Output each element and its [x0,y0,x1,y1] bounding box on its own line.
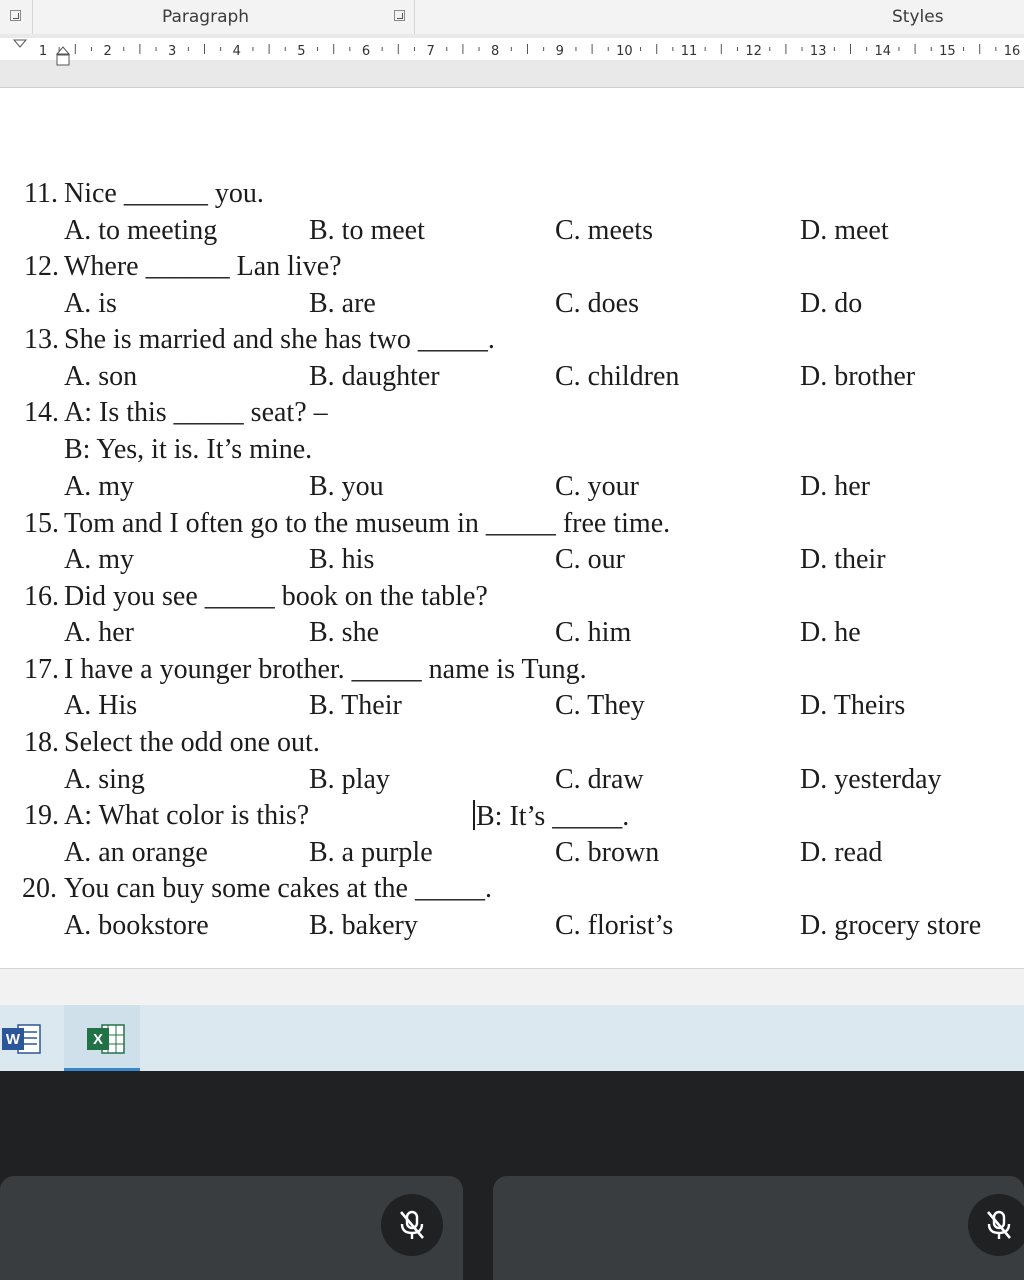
option-a: A. to meeting [64,215,218,246]
options-17 [0,690,1024,726]
question-text: She is married and she has two _____. [64,324,495,355]
question-number: 13. [24,324,59,355]
svg-text:X: X [92,1031,104,1048]
option-a: A. bookstore [64,910,209,941]
options-11 [0,215,1024,251]
question-text: I have a younger brother. _____ name is Tung. [64,654,587,685]
option-a: A. son [64,361,138,392]
question-text: Did you see _____ book on the table? [64,581,488,612]
option-d: D. brother [800,361,916,392]
taskbar [0,1005,1024,1071]
option-a: A. her [64,617,134,648]
ruler-number: 3 [168,44,177,59]
question-16 [0,581,1024,617]
option-c: C. brown [555,837,660,868]
left-indent-marker-icon[interactable] [57,55,69,65]
option-d: D. do [800,288,863,319]
reply-text: B: It’s _____. [476,801,630,832]
question-12 [0,251,1024,287]
question-text: Where ______ Lan live? [64,251,342,282]
ribbon-separator [32,0,33,34]
options-14 [0,471,1024,507]
question-number: 15. [24,508,59,539]
question-number: 11. [24,178,58,209]
option-c: C. They [555,690,645,721]
dialogue-reply: B: Yes, it is. It’s mine. [64,434,313,465]
ruler-number: 16 [1003,44,1021,59]
taskbar-excel-button[interactable] [64,1005,140,1071]
options-15 [0,544,1024,580]
option-c: C. him [555,617,632,648]
option-a: A. sing [64,764,145,795]
option-b: B. his [309,544,375,575]
option-c: C. children [555,361,680,392]
paragraph-group-label: Paragraph [162,7,250,27]
ruler-number: 11 [680,44,698,59]
ruler-number: 10 [616,44,633,59]
text-cursor [473,800,475,830]
option-c: C. does [555,288,639,319]
option-d: D. Theirs [800,690,906,721]
ruler-number: 12 [745,44,762,59]
option-c: C. our [555,544,625,575]
options-16 [0,617,1024,653]
option-b: B. to meet [309,215,425,246]
question-number: 18. [24,727,59,758]
ruler-number: 13 [809,44,827,59]
video-call-panel [0,1071,1024,1280]
ruler-number: 2 [103,44,112,59]
question-text: You can buy some cakes at the _____. [64,873,492,904]
question-18 [0,727,1024,763]
option-d: D. meet [800,215,889,246]
option-b: B. daughter [309,361,440,392]
question-14-answer-line [0,434,1024,470]
option-c: C. your [555,471,639,502]
question-number: 12. [24,251,59,282]
question-17 [0,654,1024,690]
option-b: B. play [309,764,390,795]
mic-off-icon [395,1208,429,1242]
participant-tile[interactable] [0,1176,463,1280]
option-a: A. my [64,471,134,502]
options-12 [0,288,1024,324]
option-b: B. a purple [309,837,433,868]
question-text: Nice ______ you. [64,178,264,209]
question-15 [0,508,1024,544]
question-text: Tom and I often go to the museum in _____ free time. [64,508,671,539]
ruler-number: 6 [361,44,371,59]
question-number: 19. [24,800,59,831]
option-a: A. His [64,690,138,721]
option-b: B. she [309,617,379,648]
options-18 [0,764,1024,800]
question-number: 14. [24,397,59,428]
ruler-number: 4 [232,44,241,59]
question-number: 17. [24,654,59,685]
option-b: B. bakery [309,910,418,941]
excel-icon [64,1005,140,1071]
question-19-reply [473,800,629,833]
taskbar-word-button[interactable] [0,1005,62,1071]
question-14 [0,397,1024,433]
option-b: B. Their [309,690,402,721]
option-a: A. is [64,288,117,319]
option-c: C. meets [555,215,653,246]
ruler-number: 8 [491,44,500,59]
option-d: D. yesterday [800,764,942,795]
ruler-number: 1 [38,44,48,59]
ribbon-separator [414,0,415,34]
styles-group-label: Styles [892,7,944,27]
question-number: 16. [24,581,59,612]
option-c: C. draw [555,764,644,795]
window-bottom-gap [0,969,1024,1005]
question-text: A: Is this _____ seat? – [64,397,328,428]
question-text: A: What color is this? [64,800,310,831]
horizontal-ruler[interactable] [0,34,1024,88]
option-c: C. florist’s [555,910,674,941]
question-number: 20. [22,873,57,904]
option-d: D. read [800,837,883,868]
ruler-number: 14 [874,44,892,59]
option-a: A. an orange [64,837,208,868]
ruler-number: 5 [297,44,306,59]
mic-muted-button[interactable] [968,1194,1024,1256]
ruler-number: 9 [555,44,564,59]
mic-off-icon [982,1208,1016,1242]
svg-text:W: W [5,1031,21,1048]
question-19 [0,800,1024,836]
option-b: B. you [309,471,384,502]
ruler-area [0,34,1024,88]
paragraph-dialog-launcher-icon[interactable] [394,10,405,21]
question-11 [0,178,1024,214]
option-a: A. my [64,544,134,575]
question-text: Select the odd one out. [64,727,320,758]
document-page[interactable] [0,88,1024,969]
question-13 [0,324,1024,360]
font-dialog-launcher-icon[interactable] [10,10,21,21]
option-d: D. their [800,544,886,575]
participant-tile[interactable] [493,1176,1024,1280]
ruler-number: 15 [939,44,956,59]
option-d: D. grocery store [800,910,982,941]
ribbon-group-bar [0,0,1024,34]
option-d: D. her [800,471,870,502]
mic-muted-button[interactable] [381,1194,443,1256]
option-d: D. he [800,617,861,648]
option-b: B. are [309,288,376,319]
word-icon [0,1005,62,1071]
options-20 [0,910,1024,946]
options-19 [0,837,1024,873]
ruler-number: 7 [426,44,435,59]
ruler-track [0,38,1024,60]
options-13 [0,361,1024,397]
question-20 [0,873,1024,909]
